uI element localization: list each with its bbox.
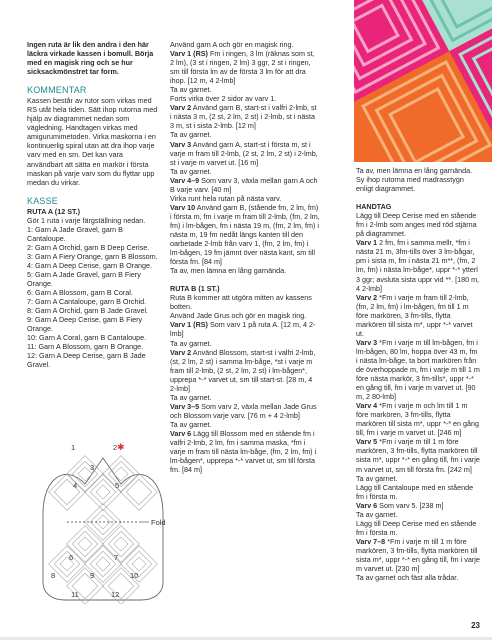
square-number: 6 <box>69 553 74 562</box>
round-instruction <box>170 140 320 167</box>
colorway-item: 1: Garn A Jade Gravel, garn B Cantaloupe. <box>27 224 123 243</box>
instruction: Lägg till Cantaloupe med en stående fm i första m. <box>356 482 474 501</box>
ruta-a-heading: RUTA A (12 ST.) <box>27 206 80 216</box>
square-number: 3 <box>90 463 95 472</box>
spacer <box>170 275 320 284</box>
instruction: Lägg till Deep Cerise med en stående fm i första m. <box>356 518 477 537</box>
round-text: Som varv 2, växla mellan Jade Grus och Blossom varje varv. [76 m + 4 2-lmb] <box>170 401 317 420</box>
instruction: Ta av, men lämna en lång garnända. <box>170 266 287 276</box>
column-2 <box>170 40 320 474</box>
square-number: 1 <box>71 443 76 452</box>
colorway-item: 8: Garn A Orchid, garn B Jade Gravel. <box>27 306 149 316</box>
round-label: Varv 4 <box>356 401 378 411</box>
round-instruction <box>170 49 320 85</box>
crochet-squares-image <box>354 0 492 162</box>
instruction: Ruta B kommer att utgöra mitten av kassens botten. <box>170 293 312 312</box>
round-instruction <box>356 537 480 573</box>
square-number: 12 <box>111 590 120 599</box>
round-text: Som varv 1 på ruta A. [12 m, 4 2-lmb] <box>170 320 316 339</box>
square-number: 4 <box>73 481 78 490</box>
colorway-item: 4: Garn A Deep Cerise, garn B Orange. <box>27 260 153 270</box>
round-label: Varv 6 <box>356 500 378 510</box>
square-number: 7 <box>114 553 119 562</box>
instruction: Lägg till Deep Cerise med en stående fm i 2-lmb som anges med röd stjärna på diagrammet. <box>356 211 477 239</box>
colorway-item: 6: Garn A Blossom, garn B Coral. <box>27 288 133 298</box>
instruction: Sy ihop rutorna med madrasstygn enligt diagrammet. <box>356 175 464 194</box>
page-number: 23 <box>471 621 480 630</box>
round-label: Varv 10 <box>170 202 196 212</box>
round-instruction <box>356 437 480 473</box>
round-text: Fm i ringen, 3 lm (räknas som st, 2 lm), (3 st i ringen, 2 lm) 3 ggr, 2 st i ringen, sm till första lm av de första 3 lm för att dra ihop. [12 m, 4 2-lmb] <box>170 49 315 86</box>
instruction: Ta av garnet. <box>170 338 212 348</box>
round-instruction <box>356 401 480 437</box>
colorway-item: 3: Garn A Fiery Orange, garn B Blossom. <box>27 251 158 261</box>
column-3 <box>356 166 480 582</box>
round-instruction <box>356 501 480 510</box>
colorway-item: 2: Garn A Orchid, garn B Deep Cerise. <box>27 242 150 252</box>
round-instruction <box>356 338 480 401</box>
round-text: *Fm i varje m och lm till 1 m före markören, 3 fm-tills, flytta markören till sista m*, uppr *-* en gång till, fm i varje m varvet ut. [246 m] <box>356 401 480 438</box>
round-instruction <box>170 348 320 393</box>
colorway-item: 7: Garn A Cantaloupe, garn B Orchid. <box>27 297 147 307</box>
instruction: Forts virka över 2 sidor av varv 1. <box>170 94 277 104</box>
round-text: Lägg till Blossom med en stående fm i valfri 2-lmb, 2 lm, fm i samma maska, *fm i varje m fram till nästa lm-båge, (fm, 2 lm, fm) i lm-bågen*, upprepa *-* varvet ut, sm till första fm. [84 m] <box>170 428 317 475</box>
round-instruction <box>170 429 320 474</box>
instruction: Ta av garnet. <box>170 130 212 140</box>
kommentar-text: Kassen består av rutor som virkas med RS utåt hela tiden. Sätt ihop rutorna med hjälp av diagrammet nedan som vägledning. Handtagen virkas med amigurumimetoden. Virka maskorna i en kontinuerlig spiral utan att dra ihop varje varv med en sm. Det kan vara användbart att sätta en markör i första maskan på varje varv som du flyttar upp medan du virkar. <box>27 96 158 187</box>
round-label: Varv 3–5 <box>170 401 200 411</box>
colorway-item: 12: Garn A Deep Cerise, garn B Jade Gravel. <box>27 351 146 370</box>
fold-label: Fold <box>151 518 166 527</box>
square-number: 9 <box>90 571 95 580</box>
round-label: Varv 2 <box>356 292 378 302</box>
intro-text: Ingen ruta är lik den andra i den här läckra virkade kassen i bomull. Börja med en magisk ring och se hur sicksackmönstret tar form. <box>27 40 154 77</box>
round-instruction <box>170 203 320 266</box>
round-label: Varv 3 <box>170 139 192 149</box>
round-label: Varv 4–9 <box>170 175 200 185</box>
instruction: Använd garn A och gör en magisk ring. <box>170 40 294 49</box>
round-instruction <box>170 402 320 420</box>
round-text: Som varv 5. [238 m] <box>377 500 444 510</box>
colorway-item: 9: Garn A Deep Cerise, garn B Fiery Orange. <box>27 315 143 334</box>
round-label: Varv 3 <box>356 337 378 347</box>
ruta-b-heading: RUTA B (1 ST.) <box>170 284 220 294</box>
spacer <box>356 193 480 202</box>
instruction: Ta av garnet. <box>356 473 398 483</box>
round-label: Varv 2 <box>170 103 192 113</box>
round-text: Använd Blossom, start-st i valfri 2-lmb, (st, 2 lm, 2 st) i samma lm-båge, *st i varje m fram till 2-lmb, (2 st, 2 lm, 2 st) i lm-bågen*, upprepa *-* varvet ut, sm till start-st. [28 m, 4 2-lmb] <box>170 347 316 393</box>
round-text: Använd garn B, (stående fm, 2 lm, fm) i första m, fm i varje m fram till 2-lmb, (fm, 2 lm, fm) i lm-bågen, fm i nästa 19 m, (fm, 2 lm, fm) i nästa m, 19 fm nedåt längs kanten till den oarbetade 2-lmb från varv 1, (fm, 2 lm, fm) i lm-bågen, 19 fm jämnt över nästa kant, sm till första fm. [84 m] <box>170 202 320 267</box>
colorway-item: 10: Garn A Coral, garn B Cantaloupe. <box>27 333 147 343</box>
kasse-heading: KASSE <box>27 195 59 206</box>
square-number: 5 <box>115 481 120 490</box>
square-number: 10 <box>130 571 139 580</box>
instruction: Ta av garnet. <box>170 85 212 95</box>
round-label: Varv 1 <box>356 238 378 248</box>
round-label: Varv 1 (RS) <box>170 49 208 59</box>
assembly-diagram <box>27 436 179 604</box>
round-instruction <box>170 103 320 130</box>
round-instruction <box>356 293 480 338</box>
bag-photo <box>354 0 492 162</box>
kommentar-heading: KOMMENTAR <box>27 85 87 96</box>
instruction: Ta av garnet. <box>170 419 212 429</box>
round-text: Som varv 3, växla mellan garn A och B varje varv. [40 m] <box>170 175 318 194</box>
instruction: Virka runt hela rutan på nästa varv. <box>170 193 282 203</box>
round-label: Varv 5 <box>356 437 378 447</box>
round-label: Varv 7–8 <box>356 536 386 546</box>
square-number: 8 <box>51 571 56 580</box>
instruction: Ta av garnet. <box>170 392 212 402</box>
colorway-item: 11: Garn A Blossom, garn B Orange. <box>27 342 144 352</box>
round-text: *Fm i varje m till 1 m före markören, 3 fm-tills, flytta markören till sista m*, uppr *-* en gång till, fm i varje m varvet ut. [230 m] <box>356 536 480 574</box>
top-strip <box>0 0 354 40</box>
round-label: Varv 1 (RS) <box>170 320 208 330</box>
colorway-item: 5: Garn A Jade Gravel, garn B Fiery Orange. <box>27 269 141 289</box>
round-instruction <box>170 320 320 338</box>
square-grid <box>49 456 158 604</box>
instruction: Ta av garnet. <box>356 509 398 519</box>
column-1 <box>27 40 160 370</box>
instruction: Ta av garnet och fäst alla trådar. <box>356 573 459 583</box>
round-instruction <box>356 238 480 292</box>
instruction: Ta av, men lämna en lång garnända. <box>356 166 473 175</box>
ruta-a-intro: Gör 1 ruta i varje färgställning nedan. <box>27 215 146 225</box>
round-label: Varv 2 <box>170 347 192 357</box>
round-text: 2 fm, fm i samma mellr, *fm i nästa 21 m, 3fm-tills över 3 lm-bågar, pm i sista m, fm i nästa 21 m**, (fm, 2 lm, fm) i nästa lm-båge*, uppr *-* ytterl 3 ggr; avsluta sista uppr vid **. [180 m, 4 2-lmb] <box>356 238 480 293</box>
round-text: *Fm i varje m fram till 2-lmb, (fm, 2 lm, fm) i lm-bågen, fm till 1 m före markören, 3 fm-tills, flytta markören till sista m*, uppr *-* varvet ut. <box>356 292 473 338</box>
instruction: Använd Jade Grus och gör en magisk ring. <box>170 311 307 321</box>
round-text: *Fm i varje m till lm-bågen, fm i lm-bågen, 80 lm, hoppa över 43 m, fm i nästa lm-båge, ta bort markören från de överhoppade m, fm i varje m till 1 m före nästa markör, 3 fm-tills*, uppr *-* en gång till, fm i varje m varvet ut. [90 m, 2 80-lmb] <box>356 337 480 402</box>
handtag-heading: HANDTAG <box>356 202 392 212</box>
round-label: Varv 6 <box>170 428 192 438</box>
square-number: 11 <box>71 590 79 599</box>
instruction: Ta av garnet. <box>170 166 212 176</box>
round-instruction <box>170 176 320 194</box>
square-number: 2 <box>113 443 118 452</box>
assembly-diagram-svg <box>27 436 179 604</box>
red-star-icon: ✱ <box>117 442 125 452</box>
round-text: Använd garn A, start-st i första m, st i varje m fram till 2-lmb, (2 st, 2 lm, 2 st) i 2-lmb, st i varje m varvet ut. [16 m] <box>170 139 318 167</box>
round-text: Använd garn B, start-st i valfri 2-lmb, st i nästa 3 m, (2 st, 2 lm, 2 st) i 2-lmb, st i nästa 3 m, st i sista 2-lmb. [12 m] <box>170 103 317 131</box>
round-text: *Fm i varje m till 1 m före markören, 3 fm-tills, flytta markören till sista m*, uppr *-* en gång till, fm i varje m varvet ut, sm till första fm. [242 m] <box>356 437 480 474</box>
